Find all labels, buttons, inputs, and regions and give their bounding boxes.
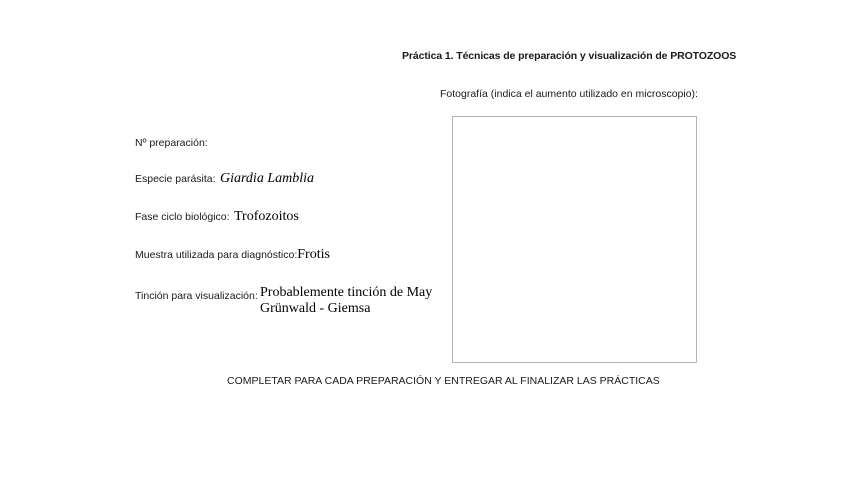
stain-value-line-2: Grünwald - Giemsa bbox=[260, 301, 371, 316]
sample-value: Frotis bbox=[297, 247, 330, 262]
sample-label: Muestra utilizada para diagnóstico: bbox=[135, 249, 298, 261]
phase-label: Fase ciclo biológico: bbox=[135, 211, 230, 223]
stain-row bbox=[135, 286, 258, 304]
sample-row bbox=[135, 245, 330, 263]
photo-placeholder-box bbox=[452, 116, 697, 363]
photo-caption: Fotografía (indica el aumento utilizado en microscopio): bbox=[440, 88, 698, 100]
footer-instruction: COMPLETAR PARA CADA PREPARACIÓN Y ENTREGAR AL FINALIZAR LAS PRÁCTICAS bbox=[227, 375, 660, 387]
species-label: Especie parásita: bbox=[135, 173, 216, 185]
species-row bbox=[135, 169, 314, 187]
page-title: Práctica 1. Técnicas de preparación y visualización de PROTOZOOS bbox=[402, 50, 737, 62]
stain-value-line-1: Probablemente tinción de May bbox=[260, 285, 433, 300]
phase-value: Trofozoitos bbox=[234, 209, 299, 224]
preparation-label: Nº preparación: bbox=[135, 137, 208, 149]
phase-row bbox=[135, 207, 299, 225]
species-value: Giardia Lamblia bbox=[220, 171, 314, 186]
stain-label: Tinción para visualización: bbox=[135, 290, 258, 302]
preparation-row bbox=[135, 133, 208, 151]
stain-value bbox=[260, 285, 432, 317]
